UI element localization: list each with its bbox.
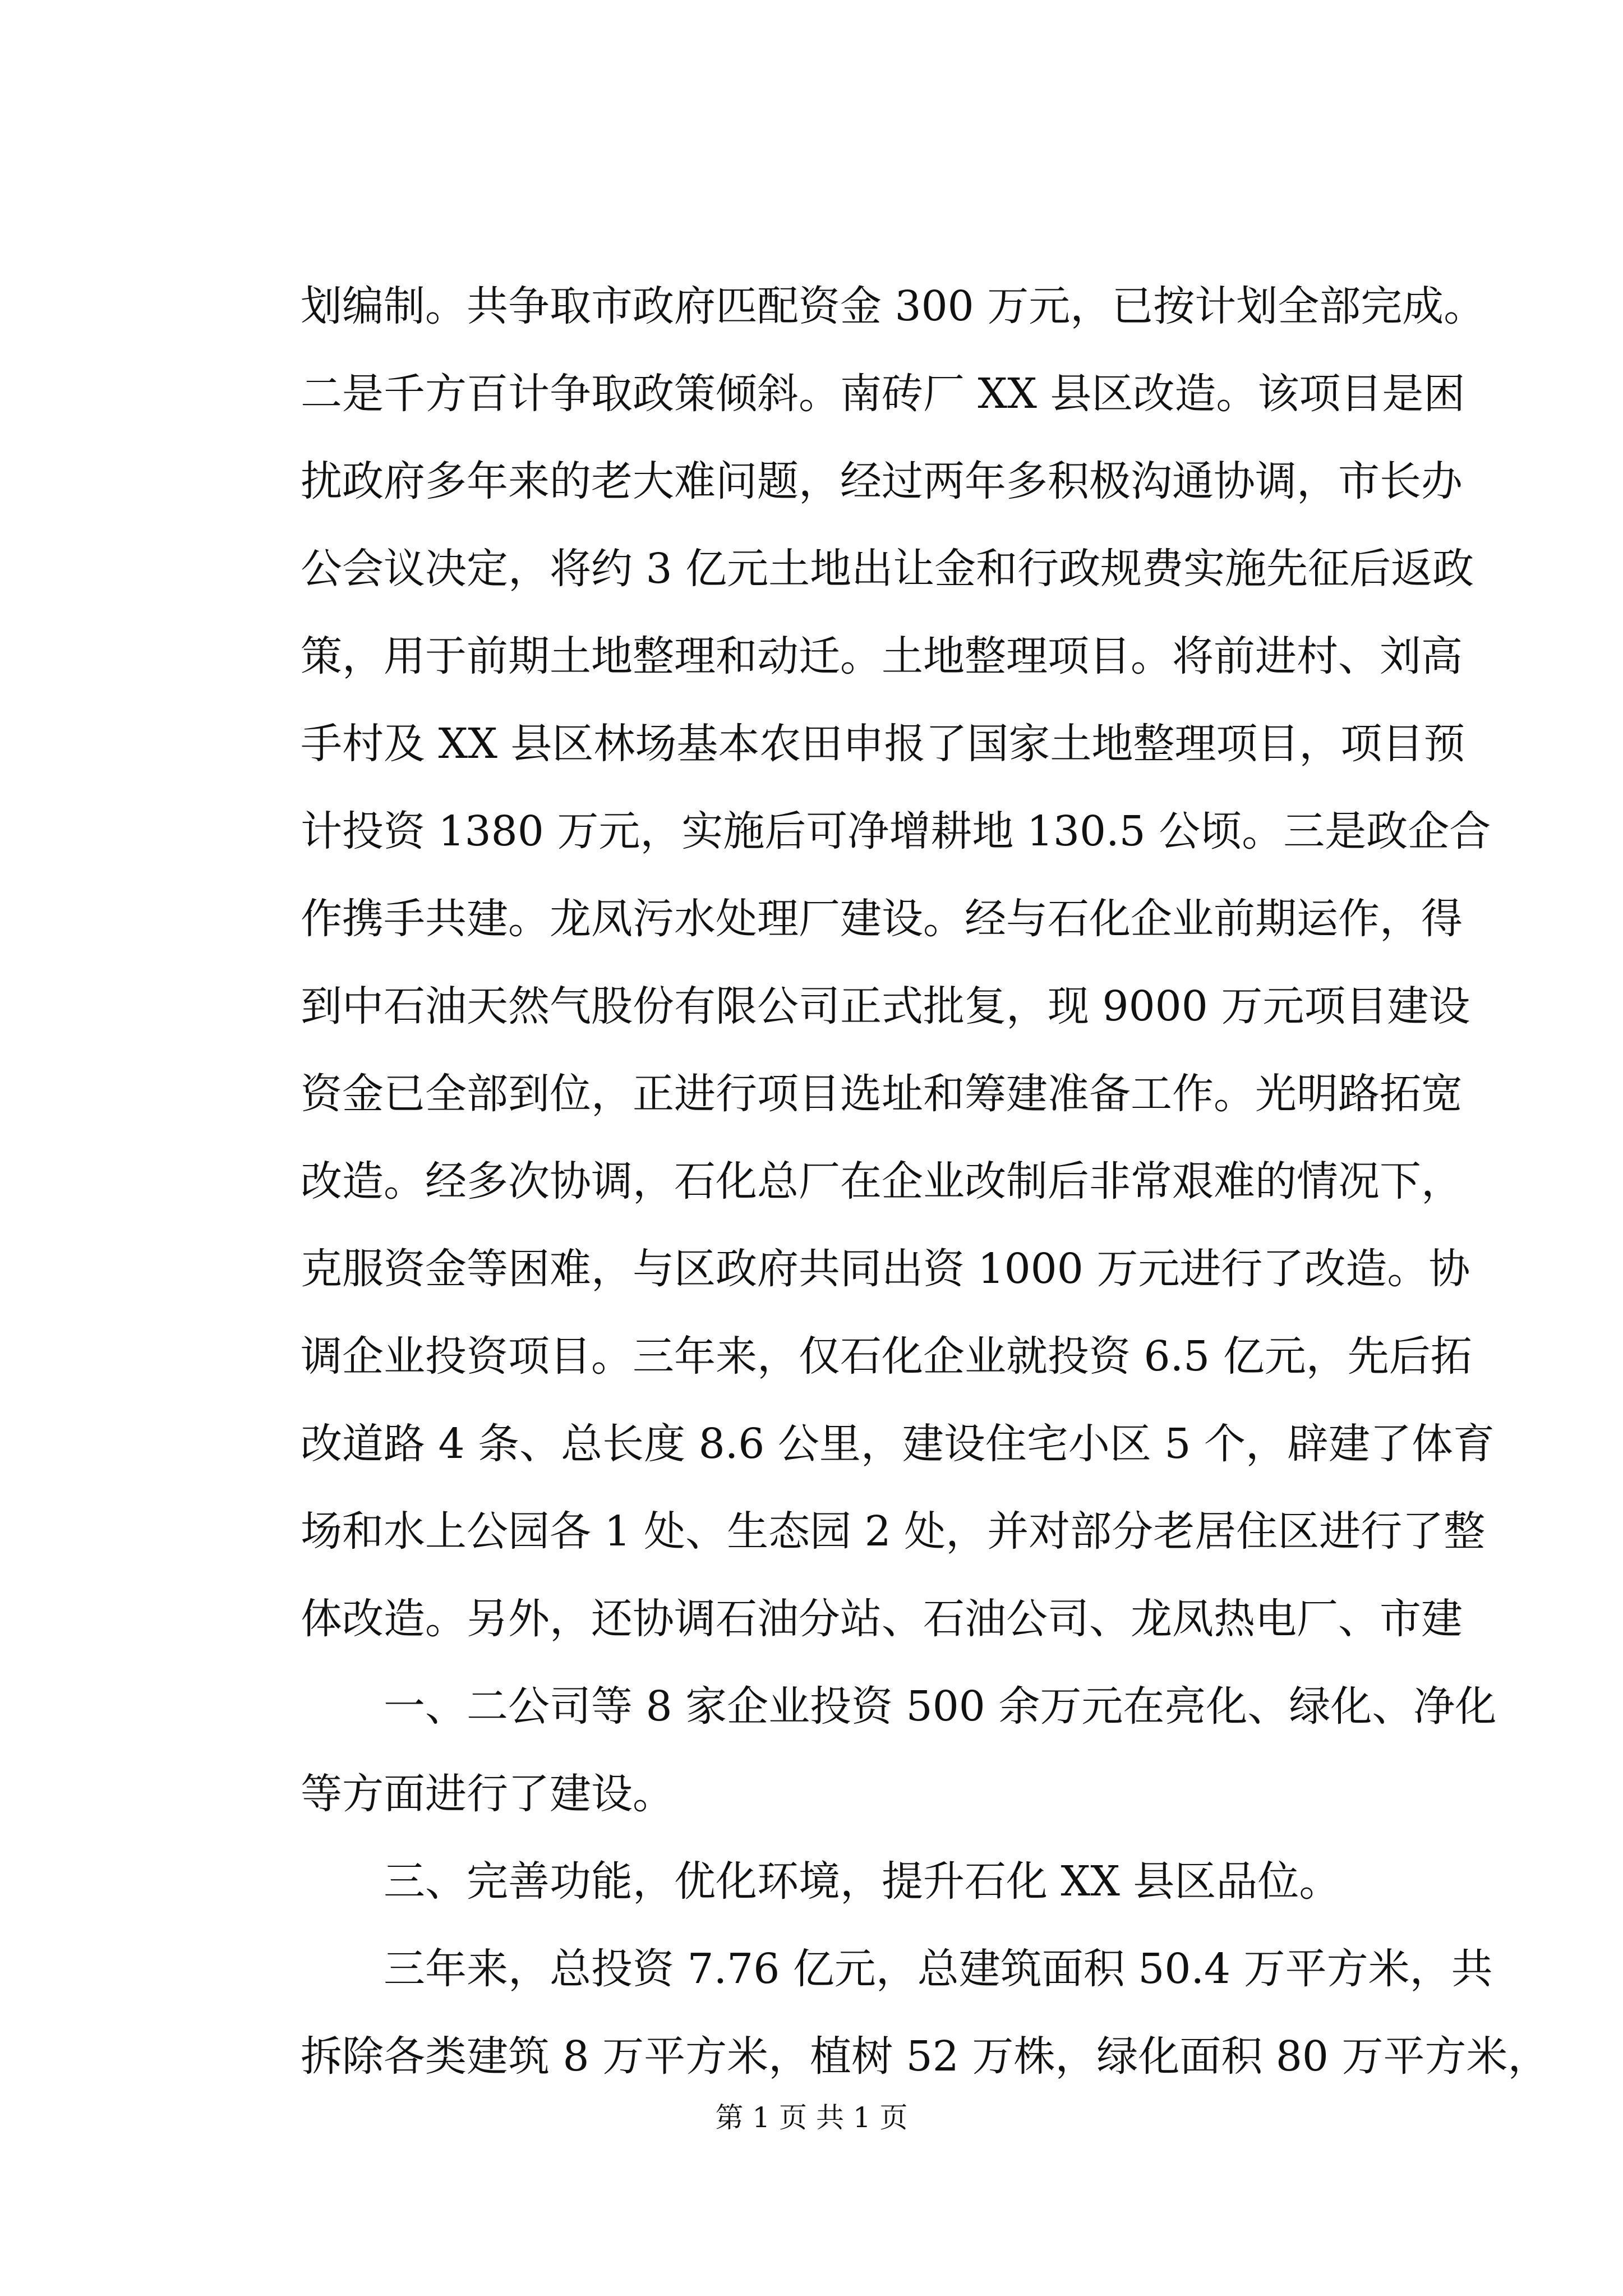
text-line-1: 划编制。共争取市政府匹配资金 300 万元，已按计划全部完成。 [301, 282, 1486, 330]
text-line-8: 作携手共建。龙凤污水处理厂建设。经与石化企业前期运作，得 [301, 895, 1463, 943]
section-heading: 三、完善功能，优化环境，提升石化 XX 县区品位。 [384, 1857, 1341, 1906]
text-line-11: 改造。经多次协调，石化总厂在企业改制后非常艰难的情况下， [301, 1157, 1463, 1205]
text-line-13: 调企业投资项目。三年来，仅石化企业就投资 6.5 亿元，先后拓 [301, 1332, 1472, 1381]
document-body [301, 263, 1550, 2100]
text-line-3: 扰政府多年来的老大难问题，经过两年多积极沟通协调，市长办 [301, 457, 1463, 505]
text-line-6: 手村及 XX 县区林场基本农田申报了国家土地整理项目，项目预 [301, 720, 1465, 768]
text-line-9: 到中石油天然气股份有限公司正式批复，现 9000 万元项目建设 [301, 982, 1470, 1030]
text-line-14: 改道路 4 条、总长度 8.6 公里，建设住宅小区 5 个，辟建了体育 [301, 1420, 1495, 1468]
page-footer: 第 1 页 共 1 页 [715, 2101, 908, 2134]
text-line-21: 拆除各类建筑 8 万平方米，植树 52 万株，绿化面积 80 万平方米， [301, 2032, 1550, 2081]
text-line-7: 计投资 1380 万元，实施后可净增耕地 130.5 公顷。三是政企合 [301, 807, 1491, 855]
text-line-18: 等方面进行了建设。 [301, 1770, 674, 1818]
text-line-17: 一、二公司等 8 家企业投资 500 余万元在亮化、绿化、净化 [384, 1682, 1497, 1731]
text-line-2: 二是千方百计争取政策倾斜。南砖厂 XX 县区改造。该项目是困 [301, 370, 1465, 418]
text-line-10: 资金已全部到位，正进行项目选址和筹建准备工作。光明路拓宽 [301, 1070, 1463, 1118]
text-line-15: 场和水上公园各 1 处、生态园 2 处，并对部分老居住区进行了整 [301, 1507, 1486, 1556]
text-line-4: 公会议决定，将约 3 亿元土地出让金和行政规费实施先征后返政 [301, 545, 1474, 593]
text-line-12: 克服资金等困难，与区政府共同出资 1000 万元进行了改造。协 [301, 1245, 1470, 1293]
text-line-20: 三年来，总投资 7.76 亿元，总建筑面积 50.4 万平方米，共 [384, 1945, 1493, 1993]
text-line-5: 策，用于前期土地整理和动迁。土地整理项目。将前进村、刘高 [301, 632, 1463, 680]
text-line-16: 体改造。另外，还协调石油分站、石油公司、龙凤热电厂、市建 [301, 1595, 1463, 1643]
